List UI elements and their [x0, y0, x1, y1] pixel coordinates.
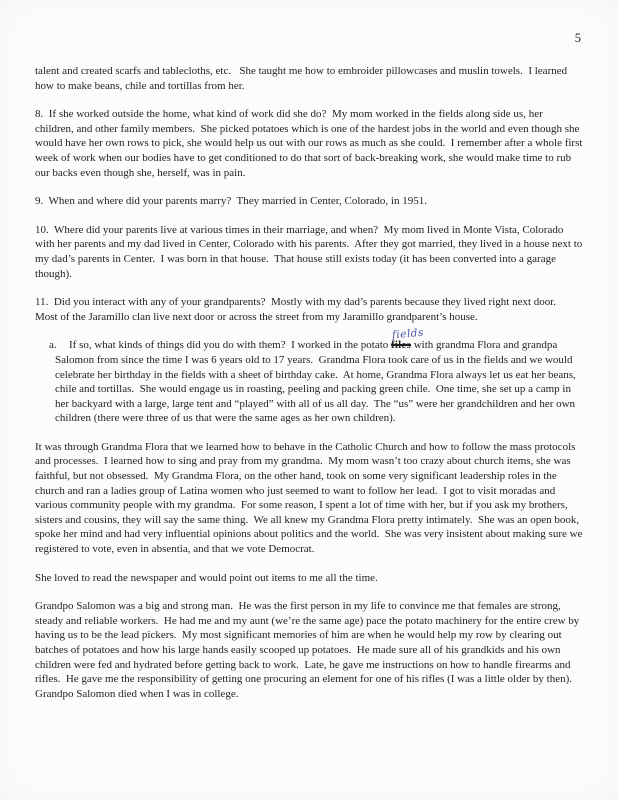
handwritten-correction: fields — [391, 326, 425, 342]
page-number: 5 — [574, 31, 581, 45]
item-a-text-after: with grandma Flora and grandpa Salomon from since the time I was 6 years old to 17 years. Grandma Flora took care of us in the fields and we would celebrate her birthday in the fields with a sheet of birthday cake. At home, Grandma Flora always let us eat her beans, chile and tortillas. She would engage us in roasting, peeling and packing green chile. One time, she set up a camp in her backyard with a large, large tent and “played” with all of us all day. The “us” were her grandchildren and her own children (there were three of us that were the same ages as her own children). — [55, 339, 579, 425]
list-item-a — [49, 326, 583, 426]
item-a-text-before: If so, what kinds of things did you do with them? I worked in the potato — [69, 339, 392, 352]
paragraph-grandma-flora: It was through Grandma Flora that we learned how to behave in the Catholic Church and how to follow the mass protocols and processes. I learned how to sing and pray from my grandma. My mom wasn’t too crazy about church items, she was faithful, but not obsessed. My Grandma Flora, on the other hand, took on some very significant leadership roles in the church and ran a ladies group of Latina women who just seemed to want to follow her lead. I got to visit moradas and various community people with my grandma. For some reason, I spent a lot of time with her, but if you ask my brothers, sisters and cousins, they will say the same thing. We all knew my Grandma Flora pretty intimately. She was an open book, spoke her mind and had very influential opinions about politics and the world. She was very insistent about making sure we registered to vote, even in absentia, and that we vote Democrat. — [35, 440, 586, 556]
paragraph-question-11: 11. Did you interact with any of your grandparents? Mostly with my dad’s parents because they lived right next door. Most of the Jaramillo clan live next door or across the street from my Jaramillo grandparent’s house. — [35, 296, 562, 323]
paragraph-continuation: talent and created scarfs and tablecloths, etc. She taught me how to embroider pillowcases and muslin towels. I learned how to make beans, chile and tortillas from her. — [35, 65, 570, 92]
corrected-word-wrap — [391, 326, 425, 353]
list-item-a-label: a. — [49, 339, 57, 352]
paragraph-newspaper: She loved to read the newspaper and would point out items to me all the time. — [35, 571, 378, 584]
paragraph-grandpo-salomon: Grandpo Salomon was a big and strong man. He was the first person in my life to convince me that females are strong, steady and reliable workers. He had me and my aunt (we’re the same age) pace the potato machinery for the entire crew by having us to be the lead pickers. My most significant memories of him are when he would help my row by clearing out batches of potatoes and how his large hands easily scooped up potatoes. He made sure all of his grandkids and his own children were fed and hydrated before getting back to work. Late, he gave me instructions on how to handle firearms and rifles. He gave me the responsibility of getting one procuring an element for one of his rifles (I was a little older by then). Grandpo Salomon died when I was in college. — [35, 600, 583, 700]
paragraph-question-9: 9. When and where did your parents marry? They married in Center, Colorado, in 1951. — [35, 195, 427, 208]
paragraph-question-10: 10. Where did your parents live at various times in their marriage, and when? My mom lived in Monte Vista, Colorado with her parents and my dad lived in Center, Colorado with his parents. After they got married, they lived in a house next to my dad’s parents in Center. I was born in that house. That house still exists today (it has been converted into a garage though). — [35, 223, 586, 280]
struck-word: files — [391, 339, 411, 352]
paragraph-question-8: 8. If she worked outside the home, what kind of work did she do? My mom worked in the fields along side us, her children, and other family members. She picked potatoes which is one of the hardest jobs in the world and even though she would have her own rows to pick, she would help us out with our rows as much as she could. I remember after a whole first week of work when our bodies have to get conditioned to do that sort of back-breaking work, she would make time to rub our backs even though she, herself, was in pain. — [35, 108, 586, 179]
